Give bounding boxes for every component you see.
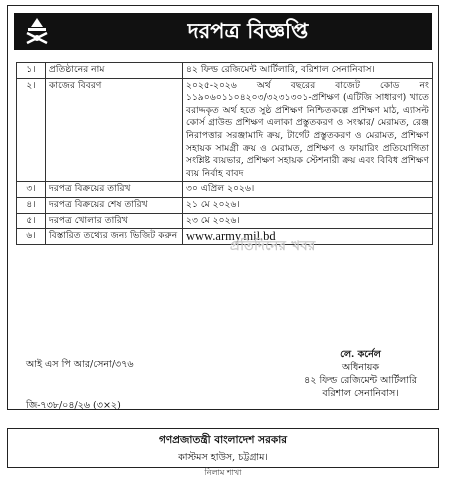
watermark: প্রতিদিনের খবর	[230, 239, 316, 254]
row-label: বিস্তারিত তথ্যের জন্য ভিজিট করুন	[46, 229, 183, 245]
table-row	[17, 197, 433, 213]
signature-block	[278, 348, 443, 400]
row-number: ৬।	[17, 229, 46, 245]
row-value[interactable]: www.army.mil.bd	[183, 229, 433, 245]
row-label: দরপত্র বিক্রয়ের শেষ তারিখ	[46, 197, 183, 213]
table-row	[17, 78, 433, 182]
table-row	[17, 213, 433, 229]
header-bar	[14, 13, 432, 50]
second-notice-line2: কাস্টমস হাউস, চট্টগ্রাম।	[178, 452, 268, 463]
second-notice-line3: নিলাম শাখা	[204, 468, 242, 477]
row-label: কাজের বিবরণ	[46, 78, 183, 182]
row-number: ২।	[17, 78, 46, 182]
row-value: ২১ মে ২০২৬।	[183, 197, 433, 213]
notice-title: দরপত্র বিজ্ঞপ্তি	[187, 19, 309, 43]
reference-code: জি-৭৩৮/০৪/২৬ (৩×২)	[26, 400, 121, 411]
reference-number: আই এস পি আর/সেনা/৩৭৬	[26, 359, 134, 370]
row-value: ৪২ ফিল্ড রেজিমেন্ট আর্টিলারি, বরিশাল সেনানিবাস।	[183, 63, 433, 79]
row-number: ৩।	[17, 182, 46, 198]
army-emblem-icon	[20, 15, 54, 49]
signature-location: বরিশাল সেনানিবাস।	[322, 388, 399, 399]
row-label: প্রতিষ্ঠানের নাম	[46, 63, 183, 79]
signature-designation: অধিনায়ক	[342, 362, 379, 373]
row-value: ২০২৫-২০২৬ অর্থ বছরের বাজেট কোড নং ১১৯০৬০১১০৪২০৩/৩২৩১৩০১-প্রশিক্ষণ (এটিজি সাধারণ) খাতে বরাদ্দকৃত অর্থ হতে সুষ্ঠ প্রশিক্ষণ নিশ্চিতকল্পে প্রশিক্ষণ মাঠ, এ্যাসল্ট কোর্স গ্রাউন্ড প্রশিক্ষণ এলাকা প্রস্তুতকরণ ও সংস্কার/ মেরামত, রেঞ্জ নিরাপত্তার সরঞ্জামাদি ক্রয়, টার্গেট প্রস্তুতকরণ ও মেরামত, প্রশিক্ষণ সহায়ক সামগ্রী ক্রয় ও মেরামত, প্রশিক্ষণ ও ফায়ারিং প্রতিযোগিতা সংশ্লিষ্ট ব্যয়ভার, প্রশিক্ষণ সহায়ক স্টেশনারী ক্রয় এবং বিবিধ প্রশিক্ষণ ব্যয় নির্বাহ বাবদ	[183, 78, 433, 182]
signature-unit: ৪২ ফিল্ড রেজিমেন্ট আর্টিলারি	[304, 375, 417, 386]
table-row	[17, 63, 433, 79]
second-notice	[7, 428, 439, 477]
notice-info-table	[16, 62, 433, 245]
tender-notice	[7, 5, 439, 410]
table-row	[17, 229, 433, 245]
row-value: ৩০ এপ্রিল ২০২৬।	[183, 182, 433, 198]
row-number: ১।	[17, 63, 46, 79]
row-number: ৪।	[17, 197, 46, 213]
table-row	[17, 182, 433, 198]
row-label: দরপত্র বিক্রয়ের তারিখ	[46, 182, 183, 198]
row-number: ৫।	[17, 213, 46, 229]
row-label: দরপত্র খোলার তারিখ	[46, 213, 183, 229]
signature-rank: লে. কর্নেল	[340, 349, 381, 360]
row-value: ২৩ মে ২০২৬।	[183, 213, 433, 229]
second-notice-line1: গণপ্রজাতন্ত্রী বাংলাদেশ সরকার	[158, 434, 288, 446]
